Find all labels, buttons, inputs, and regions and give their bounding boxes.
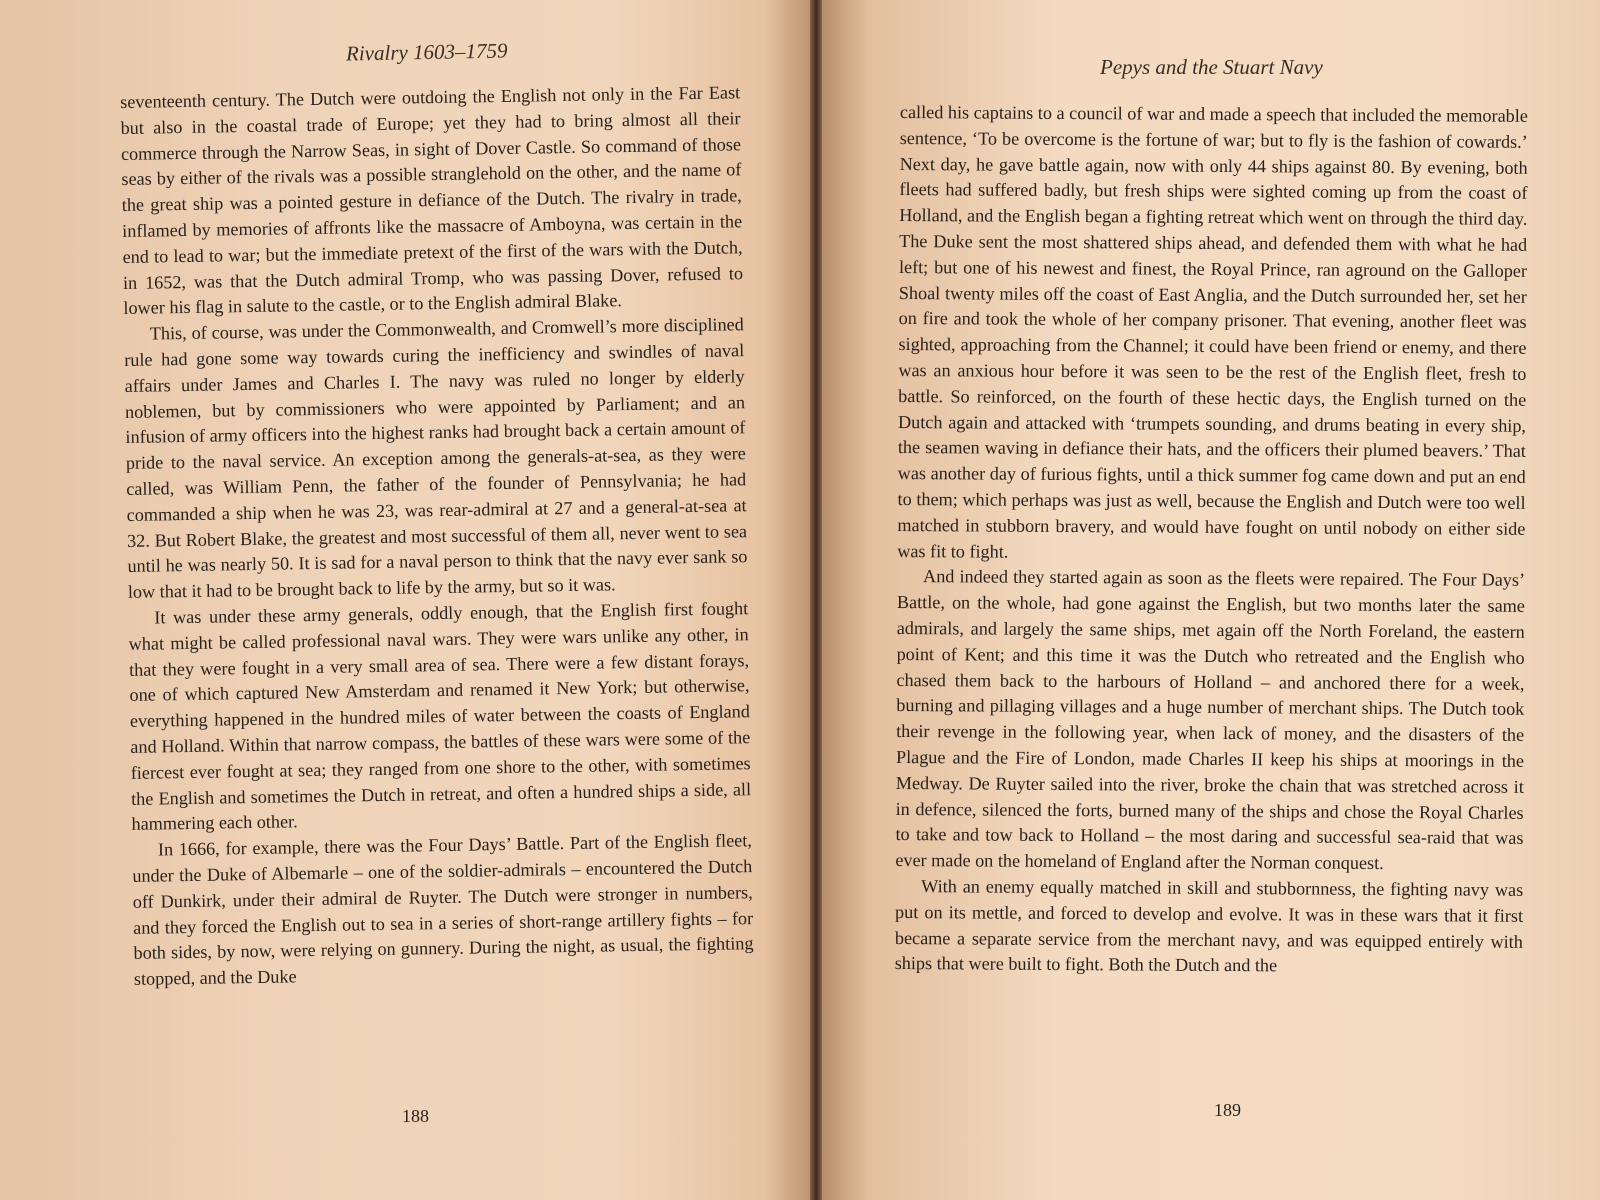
- paragraph: With an enemy equally matched in skill and stubbornness, the fighting navy was put on its mettle, and forced to develop and evolve. It was in these wars that it first became a separate service from the merchant navy, and was equipped entirely with ships that were built to fight. Both the Dutch and the: [894, 876, 1524, 976]
- body-text: [895, 100, 1528, 981]
- body-text: [120, 80, 754, 993]
- running-head: Rivalry 1603–1759: [345, 38, 508, 66]
- paragraph: It was under these army generals, oddly enough, that the English first fought what might be called professional naval wars. They were wars unlike any other, in that they were fought in a very small area of sea. There were a few distant forays, one of which captured New Amsterdam and renamed it New York; but otherwise, everything happened in the hundred miles of water between the coasts of England and Holland. Within that narrow compass, the battles of these wars were some of the fiercest ever fought at sea; they ranged from one shore to the other, with sometimes the English and sometimes the Dutch in retreat, and often a hundred ships a side, all hammering each other.: [128, 598, 752, 835]
- page-number: 189: [1214, 1100, 1241, 1120]
- running-head: Pepys and the Stuart Navy: [1100, 55, 1323, 79]
- paragraph: This, of course, was under the Commonwealth, and Cromwell’s more disciplined rule had gone some way towards curing the inefficiency and swindles of naval affairs under James and Charles I. The navy was ruled no longer by elderly noblemen, but by commissioners who were appointed by Parliament; and an infusion of army officers into the highest ranks had brought back a certain amount of pride to the naval service. An exception among the generals-at-sea, as they were called, was William Penn, the father of the founder of Pennsylvania; he had commanded a ship when he was 23, was rear-admiral at 27 and a general-at-sea at 32. But Robert Blake, the greatest and most successful of them all, never went to sea until he was nearly 50. It is sad for a naval person to think that the navy ever sank so low that it had to be brought back to life by the army, but so it was.: [124, 314, 748, 603]
- paragraph: seventeenth century. The Dutch were outdoing the English not only in the Far East but also in the coastal trade of Europe; yet they had to bring almost all their commerce through the Narrow Seas, in sight of Dover Castle. So command of those seas by either of the rivals was a possible stranglehold on the other, and the name of the great ship was a pointed gesture in defiance of the Dutch. The rivalry in trade, inflamed by memories of affronts like the massacre of Amboyna, was certain in the end to lead to war; but the immediate pretext of the first of the wars with the Dutch, in 1652, was that the Dutch admiral Tromp, who was passing Dover, refused to lower his flag in salute to the castle, or to the English admiral Blake.: [120, 82, 744, 319]
- paragraph: In 1666, for example, there was the Four Days’ Battle. Part of the English fleet, under the Duke of Albemarle – one of the soldier-admirals – encountered the Dutch off Dunkirk, under their admiral de Ruyter. The Dutch were stronger in numbers, and they forced the English out to sea in a series of short-range artillery fights – for both sides, by now, were relying on gunnery. During the night, as usual, the fighting stopped, and the Duke: [132, 830, 754, 989]
- right-page: [822, 0, 1600, 1200]
- paragraph: And indeed they started again as soon as the fleets were repaired. The Four Days’ Battle, on the whole, had gone against the English, but two months later the same admirals, and largely the same ships, met again off the North Foreland, the eastern point of Kent; and this time it was the Dutch who retreated and the English who chased them back to the harbours of Holland – and anchored there for a week, burning and pillaging villages and a huge number of merchant ships. The Dutch took their revenge in the following year, when lack of money, and the disasters of the Plague and the Fire of London, made Charles II keep his ships at moorings in the Medway. De Ruyter sailed into the river, broke the chain that was stretched across it in defence, silenced the forts, burned many of the ships and chose the Royal Charles to take and tow back to Holland – the most daring and successful sea-raid that was ever made on the homeland of England after the Norman conquest.: [895, 566, 1526, 874]
- paragraph: called his captains to a council of war and made a speech that included the memorable sentence, ‘To be overcome is the fortune of war; but to fly is the fashion of cowards.’ Next day, he gave battle again, now with only 44 ships against 80. By evening, both fleets had suffered badly, but fresh ships were sighted coming up from the coast of Holland, and the English began a fighting retreat which went on through the third day. The Duke sent the most shattered ships ahead, and defended them with what he had left; but one of his newest and finest, the Royal Prince, ran aground on the Galloper Shoal twenty miles off the coast of East Anglia, and the Dutch surrounded her, set her on fire and took the whole of her company prisoner. That evening, another fleet was sighted, approaching from the Channel; it could have been friend or enemy, and there was an anxious hour before it was seen to be the rest of the English fleet, fresh to battle. So reinforced, on the fourth of these hectic days, the English turned on the Dutch again and attacked with ‘trumpets sounding, and drums beating in every ship, the seamen waving in defiance their hats, and the officers their plumed beavers.’ That was another day of furious fights, until a thick summer fog came down and put an end to them; which perhaps was just as well, because the English and Dutch were too well matched in stubborn bravery, and would have fought on until nobody on either side was fit to fight.: [897, 101, 1528, 562]
- page-number: 188: [402, 1106, 429, 1126]
